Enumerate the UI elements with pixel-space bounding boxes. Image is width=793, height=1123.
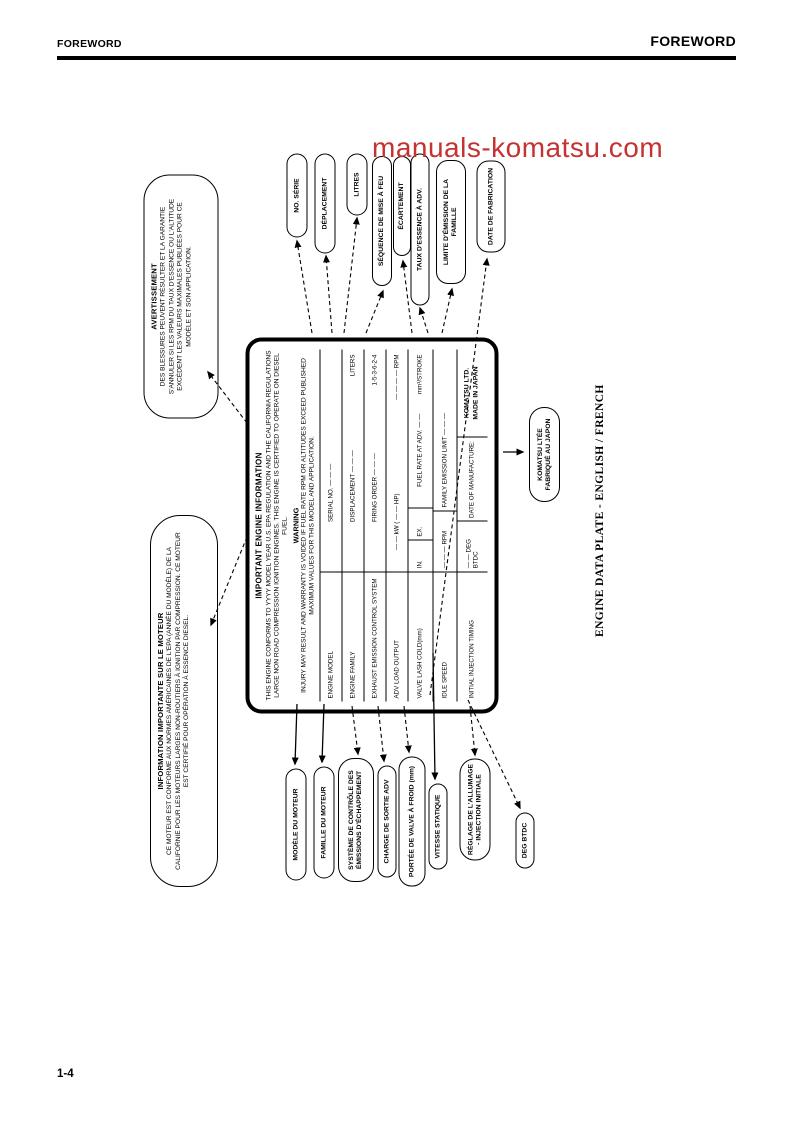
plate-warning-body: INJURY MAY RESULT AND WARRANTY IS VOIDED IF FUEL RATE RPM OR ALTITUDES EXCEED PUBLISHED MAXIMUM VALUES FOR THIS MODEL AND APPLICATION. (299, 357, 315, 693)
table-row (408, 349, 433, 701)
row-header: ENGINE MODEL (320, 571, 341, 701)
header-left-foreword: FOREWORD (57, 38, 122, 50)
table-row (342, 349, 364, 701)
table-row (457, 349, 487, 701)
label-date-of-manufacture-fr: DATE DE FABRICATION (476, 160, 505, 252)
label-liters-fr: LITRES (346, 153, 367, 215)
row-header: IDLE SPEED (433, 571, 456, 701)
label-engine-family-fr: FAMILLE DU MOTEUR (313, 766, 334, 878)
callout-info-title: INFORMATION IMPORTANTE SUR LE MOTEUR (156, 612, 165, 790)
label-firing-order-fr: SÉQUENCE DE MISE À FEU (372, 156, 392, 286)
label-injection-timing-fr: RÉGLAGE DE L'ALLUMAGE - INJECTION INITIALE (459, 758, 490, 860)
row-value: SERIAL NO. — — — (326, 463, 334, 522)
label-fuel-rate-fr: TAUX D'ESSENCE À ADV. (410, 153, 429, 305)
plate-warning-title: WARNING (290, 507, 300, 543)
label-displacement-fr: DÉPLACEMENT (314, 153, 335, 253)
plate-title: IMPORTANT ENGINE INFORMATION (254, 451, 263, 599)
row-value-suffix: mm³/STROKE (416, 354, 424, 394)
row-value: — — kW ( — — HP) (392, 492, 400, 550)
row-header: EXHAUST EMISSION CONTROL SYSTEM (364, 571, 385, 701)
label-deg-btdc: DEG BTDC (515, 812, 534, 868)
label-exhaust-emission-system-fr: SYSTÈME DE CONTRÔLE DES ÉMISSIONS D'ÉCHAPPEMENT (338, 758, 374, 882)
row-value-suffix: — — — — RPM (392, 354, 400, 400)
table-row (433, 349, 457, 701)
row-value-suffix: FAMILY EMISSION LIMIT — — — (433, 349, 456, 511)
label-valve-lash-fr: PORTÉE DE VALVE À FROID (mm) (398, 756, 425, 886)
page-number: 1-4 (57, 1068, 74, 1080)
row-header: ENGINE FAMILY (342, 571, 363, 701)
figure-caption: ENGINE DATA PLATE - ENGLISH / FRENCH (594, 384, 606, 637)
callout-info-body: CE MOTEUR EST CONFORME AUX NORMES AMÉRICAINES DE L'EPA (ANNÉE DU MODÈLE) DE LA CALIFORNIE POUR LES MOTEURS LARGES NON-ROUTIERS À IGNITION PAR COMPRESSION. CE MOTEUR EST CERTIFIÉ POUR OPÉRATION À ESSENCE DIESEL. (166, 532, 191, 870)
plate-maker (457, 349, 487, 437)
row-value-suffix: 1-5-3-6-2-4 (370, 354, 378, 385)
callout-warning-title: AVERTISSEMENT (149, 262, 158, 330)
maker-origin: MADE IN JAPAN (471, 365, 479, 420)
callout-warning-french (143, 174, 218, 418)
plate-table (319, 349, 487, 701)
row-header: ADV LOAD OUTPUT (386, 571, 407, 701)
row-value: FUEL RATE AT ADV. — — (416, 413, 424, 487)
row-value: — — — RPM (440, 530, 448, 568)
table-row (386, 349, 408, 701)
label-engine-model-fr: MODÈLE DU MOTEUR (285, 768, 306, 880)
row-value-suffix: DATE OF MANUFACTURE: (457, 437, 487, 521)
row-value: DISPLACEMENT — — — (348, 449, 356, 522)
row-value: FIRING ORDER — — — (370, 452, 378, 522)
engine-data-plate (245, 337, 498, 713)
callout-info-french (150, 515, 218, 887)
watermark: manuals-komatsu.com (372, 132, 664, 163)
label-serial-no-fr: NO. SÉRIE (286, 153, 307, 237)
row-value: — — DEG BTDC (464, 538, 479, 568)
plate-intro: THIS ENGINE CONFORMS TO YYYY MODEL YEAR U.S. EPA REGULATION AND THE CALIFORNIA REGULATIONS LARGE NON ROAD COMPRESSION IGNITION ENGINES. THIS ENGINE IS CERTIFIED TO OPERATE ON DIESEL FUEL. (265, 349, 288, 701)
maker-name: KOMATSU LTD. (463, 367, 471, 418)
valve-lash-ex-cell: EX. (408, 507, 432, 539)
row-header: INITIAL INJECTION TIMING (457, 571, 487, 701)
label-adv-load-output-fr: CHARGE DE SORTIE ADV (377, 765, 396, 877)
row-value-suffix: LITERS (348, 354, 356, 376)
label-family-emission-limit-fr: LIMITE D'ÉMISSION DE LA FAMILLE (436, 160, 466, 284)
label-clearance-fr: ÉCARTEMENT (393, 156, 411, 256)
row-header: VALVE LASH COLD(mm) (408, 571, 432, 701)
header-rule (57, 56, 736, 60)
label-komatsu-ltee-fr: KOMATSU LTÉE FABRIQUÉ AU JAPON (529, 407, 560, 502)
table-row (320, 349, 342, 701)
label-idle-speed-fr: VITESSE STATIQUE (428, 783, 447, 869)
valve-lash-in-cell: IN. (408, 539, 432, 571)
header-right-foreword: FOREWORD (650, 33, 736, 49)
table-row (364, 349, 386, 701)
callout-warning-body: DES BLESSURES PEUVENT RÉSULTER ET LA GARANTIE S'ANNULER SI LES RPM DU TAUX D'ESSENCE OU L'ALTITUDE EXCÈDENT LES VALEURS MAXIMALES PUBLIÉES POUR CE MODÈLE ET SON APPLICATION. (159, 198, 192, 394)
